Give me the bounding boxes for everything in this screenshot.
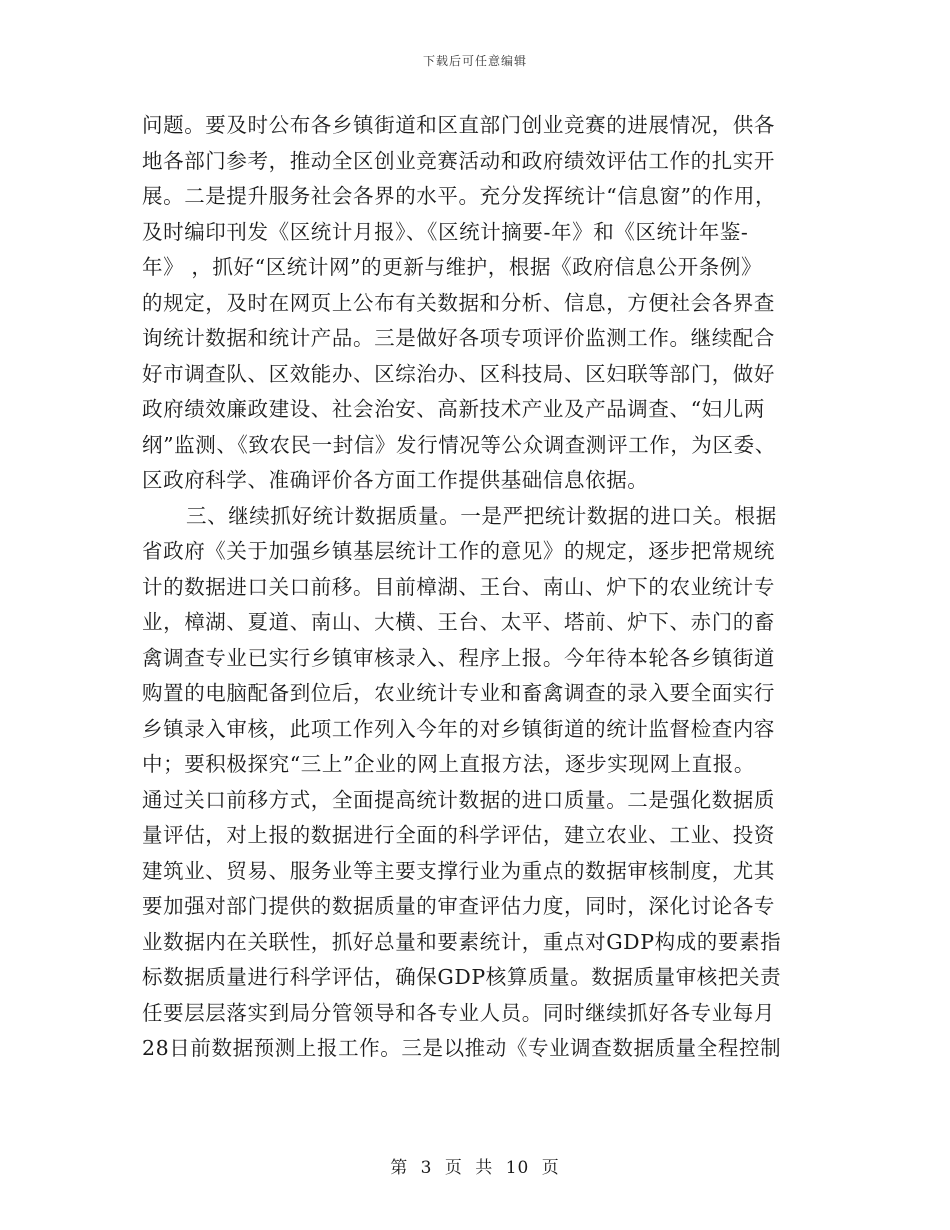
text-line: 省政府《关于加强乡镇基层统计工作的意见》的规定，逐步把常规统 xyxy=(142,539,775,563)
text-line: 展。二是提升服务社会各界的水平。充分发挥统计“信息窗”的作用， xyxy=(142,184,777,208)
text-line: 年》 ，抓好“区统计网”的更新与维护，根据《政府信息公开条例》 xyxy=(142,255,763,279)
text-line: 纲”监测、《致农民一封信》发行情况等公众调查测评工作，为区委、 xyxy=(142,432,776,457)
text-line: 业，樟湖、夏道、南山、大横、王台、太平、塔前、炉下、赤门的畜 xyxy=(142,610,775,634)
footer-suffix: 页 xyxy=(541,1158,560,1178)
footer-prefix: 第 xyxy=(390,1158,409,1178)
page-header: 下载后可任意编辑 xyxy=(422,54,527,68)
document-body xyxy=(142,108,802,1067)
text-line: 区政府科学、准确评价各方面工作提供基础信息依据。 xyxy=(142,468,649,492)
text-line: 中；要积极探究“三上”企业的网上直报方法，逐步实现网上直报。 xyxy=(142,752,755,776)
text-line: 及时编印刊发《区统计月报》、《区统计摘要-年》和《区统计年鉴- xyxy=(142,219,749,244)
total-pages-number: 10 xyxy=(505,1158,530,1178)
text-line: 的规定，及时在网页上公布有关数据和分析、信息，方便社会各界查 xyxy=(142,290,775,315)
text-line: 任要层层落实到局分管领导和各专业人员。同时继续抓好各专业每月 xyxy=(142,1000,775,1025)
text-line: 询统计数据和统计产品。三是做好各项专项评价监测工作。继续配合 xyxy=(142,326,775,350)
current-page-number: 3 xyxy=(420,1158,433,1178)
text-line: 乡镇录入审核，此项工作列入今年的对乡镇街道的统计监督检查内容 xyxy=(142,716,775,741)
text-line: 购置的电脑配备到位后，农业统计专业和畜禽调查的录入要全面实行 xyxy=(142,681,775,705)
text-line: 好市调查队、区效能办、区综治办、区科技局、区妇联等部门，做好 xyxy=(142,361,775,386)
footer-total-label: 共 xyxy=(475,1158,494,1178)
text-line: 业数据内在关联性，抓好总量和要素统计，重点对GDP构成的要素指 xyxy=(142,929,782,954)
text-line: 政府绩效廉政建设、社会治安、高新技术产业及产品调查、“妇儿两 xyxy=(142,397,765,421)
text-line: 28日前数据预测上报工作。三是以推动《专业调查数据质量全程控制 xyxy=(142,1036,782,1060)
paragraph-start-line: 三、继续抓好统计数据质量。一是严把统计数据的进口关。根据 xyxy=(186,503,777,528)
page-footer xyxy=(0,1153,950,1178)
text-line: 建筑业、贸易、服务业等主要支撑行业为重点的数据审核制度，尤其 xyxy=(142,858,775,883)
text-line: 量评估，对上报的数据进行全面的科学评估，建立农业、工业、投资 xyxy=(142,823,775,847)
text-line: 要加强对部门提供的数据质量的审查评估力度，同时，深化讨论各专 xyxy=(142,894,775,918)
text-line: 禽调查专业已实行乡镇审核录入、程序上报。今年待本轮各乡镇街道 xyxy=(142,645,775,670)
text-line: 通过关口前移方式，全面提高统计数据的进口质量。二是强化数据质 xyxy=(142,787,775,812)
text-line: 标数据质量进行科学评估，确保GDP核算质量。数据质量审核把关责 xyxy=(142,965,782,989)
footer-page-label: 页 xyxy=(444,1158,463,1178)
text-line: 问题。要及时公布各乡镇街道和区直部门创业竞赛的进展情况，供各 xyxy=(142,113,775,137)
text-line: 地各部门参考，推动全区创业竞赛活动和政府绩效评估工作的扎实开 xyxy=(142,148,775,173)
text-line: 计的数据进口关口前移。目前樟湖、王台、南山、炉下的农业统计专 xyxy=(142,574,775,599)
